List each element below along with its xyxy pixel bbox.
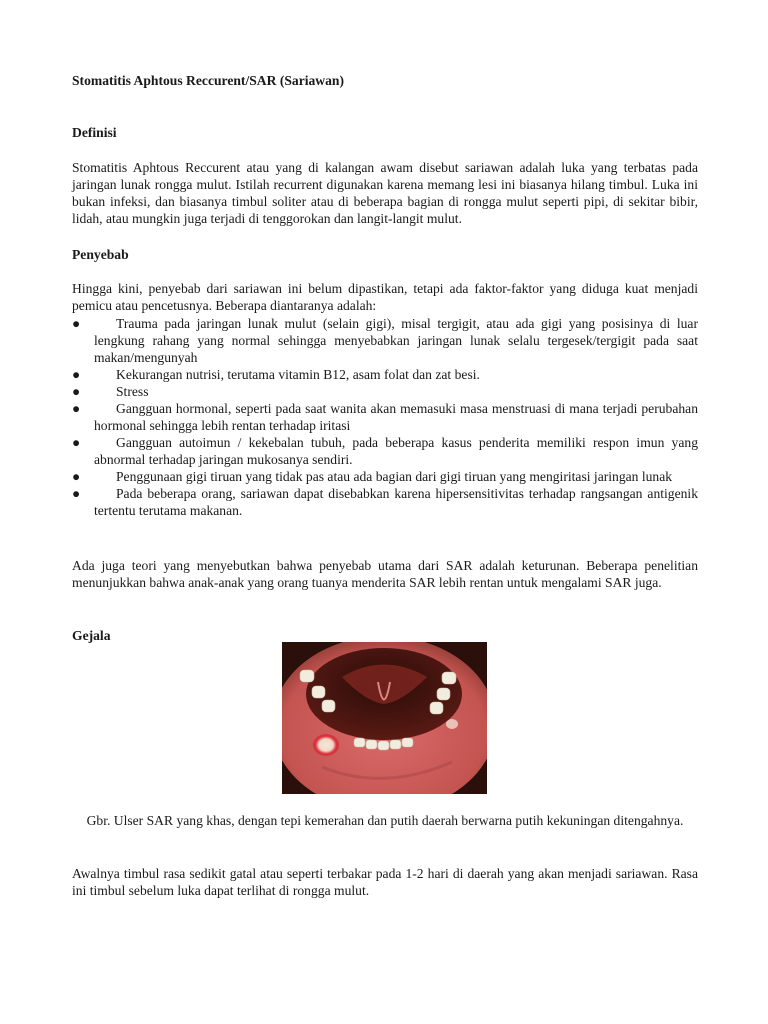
gejala-heading: Gejala	[72, 628, 111, 643]
list-item: ● Trauma pada jaringan lunak mulut (selain gigi), misal tergigit, atau ada gigi yang posisinya di luar lengkung rahang yang normal sehingga menyebabkan jaringan lunak selalu tergesek/tergigit pada saat makan/mengunyah	[72, 316, 698, 365]
list-item: ● Pada beberapa orang, sariawan dapat disebabkan karena hipersensitivitas terhadap rangsangan antigenik tertentu terutama makanan.	[72, 486, 698, 518]
bullet-icon: ●	[72, 401, 81, 416]
bullet-icon: ●	[72, 435, 81, 450]
penyebab-heading: Penyebab	[72, 247, 129, 262]
penyebab-list	[72, 315, 698, 519]
definisi-heading: Definisi	[72, 125, 117, 140]
bullet-icon: ●	[72, 469, 81, 484]
list-item: ● Gangguan hormonal, seperti pada saat wanita akan memasuki masa menstruasi di mana terjadi perubahan hormonal sehingga lebih rentan terhadap iritasi	[72, 401, 698, 433]
document-title: Stomatitis Aphtous Reccurent/SAR (Sariawan)	[72, 73, 345, 88]
list-item: ● Penggunaan gigi tiruan yang tidak pas atau ada bagian dari gigi tiruan yang mengiritasi jaringan lunak	[72, 469, 673, 484]
list-item: ● Kekurangan nutrisi, terutama vitamin B12, asam folat dan zat besi.	[72, 367, 480, 382]
list-item: ● Stress	[72, 384, 149, 399]
list-item: ● Gangguan autoimun / kekebalan tubuh, pada beberapa kasus penderita memiliki respon imun yang abnormal terhadap jaringan mukosanya sendiri.	[72, 435, 698, 467]
penyebab-intro: Hingga kini, penyebab dari sariawan ini belum dipastikan, tetapi ada faktor-faktor yang diduga kuat menjadi pemicu atau pencetusnya. Beberapa diantaranya adalah:	[72, 281, 698, 313]
penyebab-closing: Ada juga teori yang menyebutkan bahwa penyebab utama dari SAR adalah keturunan. Beberapa penelitian menunjukkan bahwa anak-anak yang orang tuanya menderita SAR lebih rentan untuk mengalami SAR juga.	[72, 558, 698, 590]
gejala-paragraph: Awalnya timbul rasa sedikit gatal atau seperti terbakar pada 1-2 hari di daerah yang akan menjadi sariawan. Rasa ini timbul sebelum luka dapat terlihat di rongga mulut.	[72, 866, 698, 898]
definisi-paragraph: Stomatitis Aphtous Reccurent atau yang di kalangan awam disebut sariawan adalah luka yang terbatas pada jaringan lunak rongga mulut. Istilah recurrent digunakan karena memang lesi ini biasanya hilang timbul. Luka ini bukan infeksi, dan biasanya timbul soliter atau di beberapa bagian di rongga mulut seperti pipi, di sekitar bibir, lidah, atau mungkin juga terjadi di tenggorokan dan langit-langit mulut.	[72, 160, 698, 226]
bullet-icon: ●	[72, 316, 81, 331]
bullet-icon: ●	[72, 367, 81, 382]
photo-caption: Gbr. Ulser SAR yang khas, dengan tepi kemerahan dan putih daerah berwarna putih kekuningan ditengahnya.	[86, 813, 684, 828]
mouth-ulcer-photo	[282, 642, 487, 794]
bullet-icon: ●	[72, 486, 81, 501]
bullet-icon: ●	[72, 384, 81, 399]
